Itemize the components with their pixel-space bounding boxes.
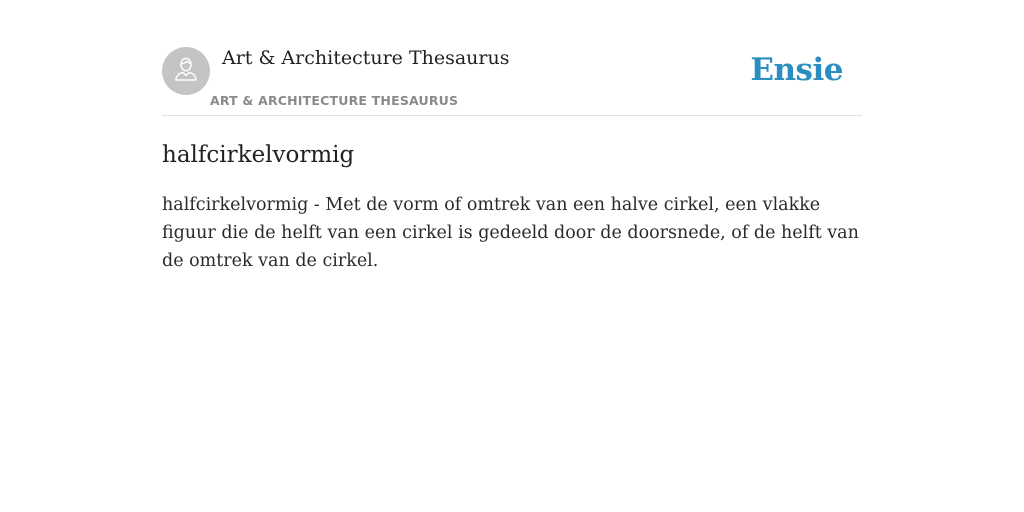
entry-definition: halfcirkelvormig - Met de vorm of omtrek van een halve cirkel, een vlakke figuur die de helft van een cirkel is gedeeld door de doorsnede, of de helft van de omtrek van de cirkel.: [162, 195, 859, 271]
entry-title: halfcirkelvormig: [162, 142, 355, 168]
author-subtitle: ART & ARCHITECTURE THESAURUS: [210, 93, 459, 108]
user-icon: [171, 54, 201, 89]
author-name-link[interactable]: Art & Architecture Thesaurus: [222, 47, 510, 69]
entry-header: [162, 47, 862, 116]
author-avatar[interactable]: [162, 47, 210, 95]
page-container: [162, 0, 862, 275]
ensie-logo[interactable]: Ensie: [750, 52, 843, 88]
